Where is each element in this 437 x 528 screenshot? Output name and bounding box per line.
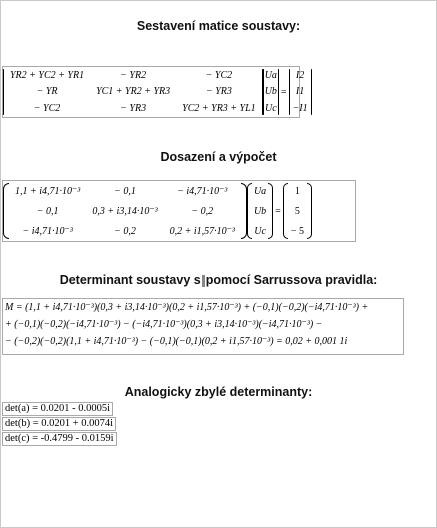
matrix-cell: − 0,1 bbox=[114, 185, 136, 197]
rhs-vector bbox=[290, 67, 311, 117]
vector-cell: Ub bbox=[264, 86, 277, 98]
matrix-cell: YC2 + YR3 + YL1 bbox=[182, 103, 256, 115]
matrix-cell: − YC2 bbox=[205, 69, 233, 81]
rhs-vector bbox=[288, 181, 307, 241]
vector-cell: I2 bbox=[295, 69, 305, 81]
result-det-c: det(c) = -0.4799 - 0.0159i bbox=[2, 432, 117, 446]
matrix-cell: − YC2 bbox=[33, 103, 61, 115]
vector-cell: − 5 bbox=[290, 225, 304, 237]
right-bracket bbox=[311, 69, 312, 115]
matrix-cell: YC1 + YR2 + YR3 bbox=[96, 86, 171, 98]
unknowns-vector bbox=[264, 67, 278, 117]
vector-cell: Ua bbox=[253, 185, 267, 197]
unknowns-vector bbox=[252, 181, 268, 241]
heading-part: pomocí Sarrussova pravidla: bbox=[205, 273, 378, 287]
matrix-cell: − 0,1 bbox=[36, 205, 59, 217]
heading-determinant-sarrus bbox=[0, 273, 437, 287]
coefficient-matrix-symbolic bbox=[4, 67, 262, 117]
vector-cell: 5 bbox=[294, 205, 300, 217]
determinant-line: M = (1,1 + i4,71·10⁻³)(0,3 + i3,14·10⁻³)(0,2 + i1,57·10⁻³) + (−0,1)(−0,2)(−i4,71·10⁻³) + bbox=[5, 302, 369, 313]
heading-remaining-determinants: Analogicky zbylé determinanty: bbox=[124, 385, 313, 399]
text-cursor bbox=[202, 275, 205, 287]
matrix-cell: − YR3 bbox=[205, 86, 232, 98]
heading-substitution: Dosazení a výpočet bbox=[160, 150, 277, 164]
matrix-cell: − YR bbox=[36, 86, 58, 98]
matrix-cell: 1,1 + i4,71·10⁻³ bbox=[15, 185, 81, 197]
vector-cell: 1 bbox=[294, 185, 300, 197]
matrix-cell: − i4,71·10⁻³ bbox=[177, 185, 228, 197]
matrix-cell: − 0,2 bbox=[114, 225, 136, 237]
matrix-cell: 0,3 + i3,14·10⁻³ bbox=[92, 205, 158, 217]
heading-part: Determinant soustavy s bbox=[59, 273, 201, 287]
result-det-b: det(b) = 0.0201 + 0.0074i bbox=[2, 417, 116, 431]
determinant-expression bbox=[2, 298, 404, 355]
vector-cell: Uc bbox=[254, 225, 266, 237]
matrix-cell: − 0,2 bbox=[191, 205, 214, 217]
numeric-matrix-equation bbox=[2, 180, 356, 242]
equals-sign: = bbox=[280, 86, 287, 98]
vector-cell: −I1 bbox=[292, 103, 308, 115]
vector-cell: I1 bbox=[295, 86, 305, 98]
determinant-line: + (−0,1)(−0,2)(−i4,71·10⁻³) − (−i4,71·10⁻³)(0,3 + i3,14·10⁻³)(−i4,71·10⁻³) − bbox=[5, 319, 323, 330]
coefficient-matrix-numeric bbox=[9, 181, 241, 241]
heading-matrix-assembly: Sestavení matice soustavy: bbox=[136, 19, 301, 33]
matrix-cell: 0,2 + i1,57·10⁻³ bbox=[169, 225, 235, 237]
vector-cell: Uc bbox=[264, 103, 277, 115]
matrix-cell: − YR3 bbox=[120, 103, 147, 115]
matrix-cell: − i4,71·10⁻³ bbox=[22, 225, 73, 237]
vector-cell: Ub bbox=[253, 205, 267, 217]
matrix-cell: YR2 + YC2 + YR1 bbox=[10, 69, 85, 81]
right-bracket bbox=[307, 183, 312, 239]
symbolic-matrix-equation bbox=[2, 66, 308, 118]
vector-cell: Ua bbox=[264, 69, 277, 81]
equals-sign: = bbox=[275, 205, 281, 217]
matrix-cell: − YR2 bbox=[120, 69, 147, 81]
determinant-line: − (−0,2)(−0,2)(1,1 + i4,71·10⁻³) − (−0,1)(−0,1)(0,2 + i1,57·10⁻³) = 0,02 + 0,001 1i bbox=[5, 336, 348, 347]
result-det-a: det(a) = 0.0201 - 0.0005i bbox=[2, 402, 113, 416]
